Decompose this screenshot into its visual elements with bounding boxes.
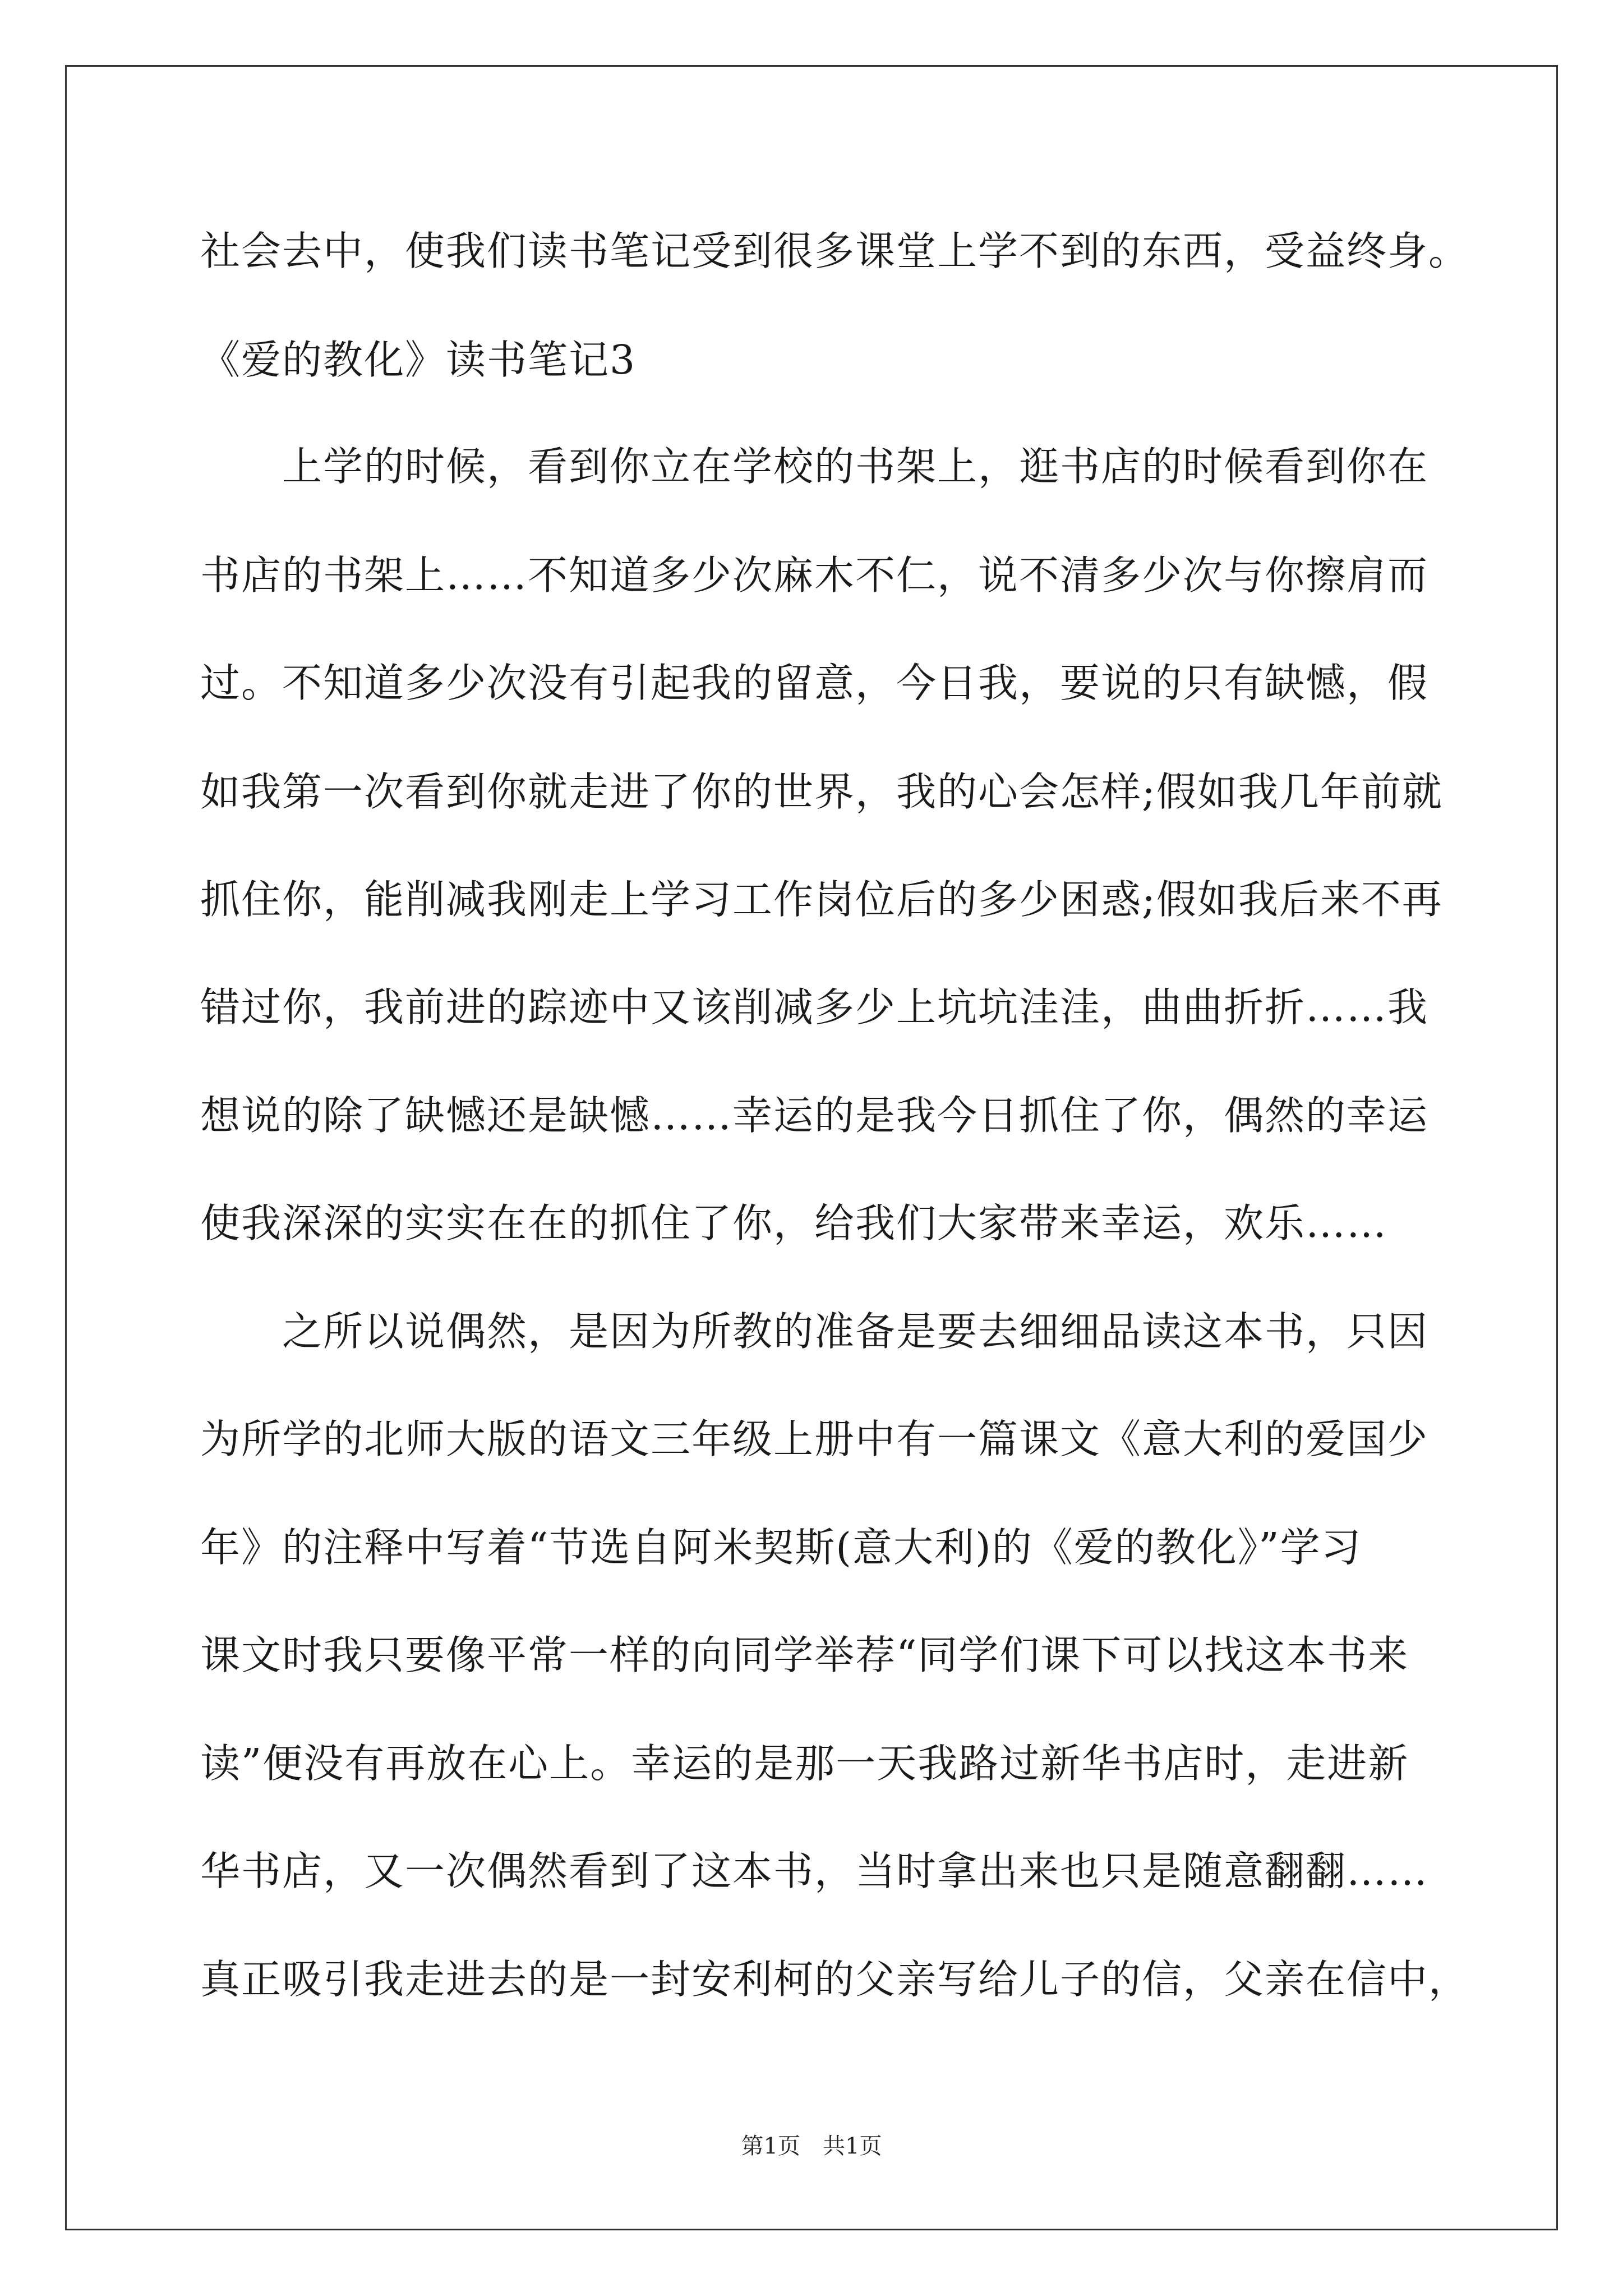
page-border (65, 65, 1558, 2230)
text-line-9: 想说的除了缺憾还是缺憾……幸运的是我今日抓住了你，偶然的幸运 (200, 1092, 1429, 1139)
text-line-3: 上学的时候，看到你立在学校的书架上，逛书店的时候看到你在 (200, 443, 1429, 490)
section-heading: 《爱的教化》读书笔记3 (200, 337, 637, 383)
text-line-16: 华书店，又一次偶然看到了这本书，当时拿出来也只是随意翻翻…… (200, 1848, 1429, 1894)
text-line-10: 使我深深的实实在在的抓住了你，给我们大家带来幸运，欢乐…… (200, 1200, 1388, 1246)
text-line-8: 错过你，我前进的踪迹中又该削减多少上坑坑洼洼，曲曲折折……我 (200, 984, 1429, 1030)
text-line-7: 抓住你，能削减我刚走上学习工作岗位后的多少困惑;假如我后来不再 (200, 876, 1443, 923)
page-footer: 第1页 共1页 (741, 2133, 882, 2159)
text-line-13: 年》的注释中写着“节选自阿米契斯(意大利)的《爱的教化》”学习 (200, 1524, 1362, 1571)
text-line-15: 读”便没有再放在心上。幸运的是那一天我路过新华书店时，走进新 (200, 1740, 1409, 1787)
text-line-5: 过。不知道多少次没有引起我的留意，今日我，要说的只有缺憾，假 (200, 660, 1429, 706)
text-line-6: 如我第一次看到你就走进了你的世界，我的心会怎样;假如我几年前就 (200, 769, 1443, 815)
text-line-17: 真正吸引我走进去的是一封安利柯的父亲写给儿子的信，父亲在信中， (200, 1956, 1470, 2003)
text-line-12: 为所学的北师大版的语文三年级上册中有一篇课文《意大利的爱国少 (200, 1416, 1429, 1462)
text-line-14: 课文时我只要像平常一样的向同学举荐“同学们课下可以找这本书来 (200, 1632, 1409, 1678)
text-line-1: 社会去中，使我们读书笔记受到很多课堂上学不到的东西，受益终身。 (200, 228, 1470, 274)
text-line-4: 书店的书架上……不知道多少次麻木不仁，说不清多少次与你擦肩而 (200, 552, 1429, 599)
text-line-11: 之所以说偶然，是因为所教的准备是要去细细品读这本书，只因 (200, 1308, 1429, 1355)
